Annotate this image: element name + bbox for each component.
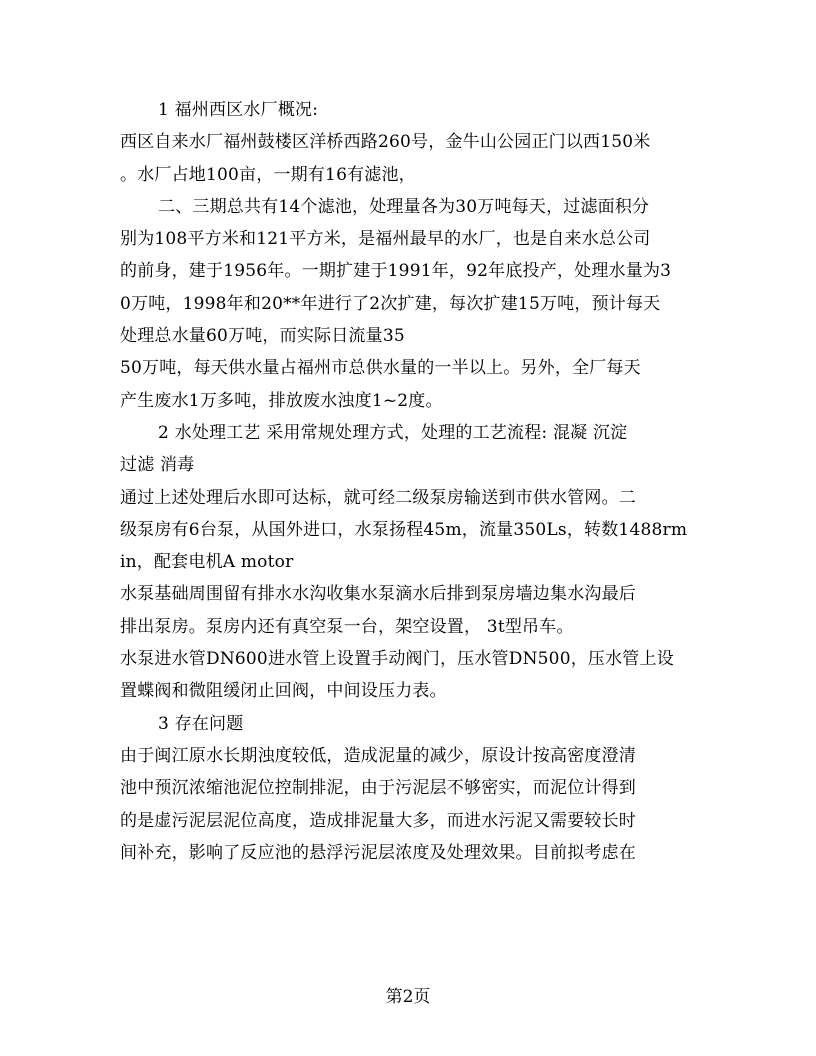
page-number: 第2页	[385, 987, 431, 1007]
paragraph-line: 处理总水量60万吨，而实际日流量35	[120, 326, 405, 347]
paragraph-line: 二、三期总共有14个滤池，处理量各为30万吨每天，过滤面积分	[158, 196, 650, 217]
paragraph-line: 通过上述处理后水即可达标，就可经二级泵房输送到市供水管网。二	[120, 487, 636, 508]
paragraph-line: 级泵房有6台泵，从国外进口，水泵扬程45m，流量350Ls，转数1488rm	[120, 519, 688, 540]
paragraph-line: 的是虚污泥层泥位高度，造成排泥量大多，而进水污泥又需要较长时	[120, 810, 636, 831]
paragraph-line: 过滤 消毒	[120, 455, 195, 476]
paragraph-line: 池中预沉浓缩池泥位控制排泥，由于污泥层不够密实，而泥位计得到	[120, 778, 636, 799]
paragraph-line: 排出泵房。泵房内还有真空泵一台，架空设置， 3t型吊车。	[120, 616, 574, 637]
paragraph-line: 水泵进水管DN600进水管上设置手动阀门，压水管DN500，压水管上设	[120, 649, 674, 670]
paragraph-line: 间补充，影响了反应池的悬浮污泥层浓度及处理效果。目前拟考虑在	[120, 842, 636, 863]
paragraph-line: in，配套电机A motor	[120, 552, 294, 573]
paragraph-line: 的前身，建于1956年。一期扩建于1991年，92年底投产，处理水量为3	[120, 261, 672, 282]
section-heading-3: 3 存在问题	[158, 713, 244, 734]
paragraph-line: 50万吨，每天供水量占福州市总供水量的一半以上。另外，全厂每天	[120, 358, 641, 379]
document-body	[120, 94, 694, 869]
paragraph-line: 置蝶阀和微阻缓闭止回阀，中间设压力表。	[120, 681, 447, 702]
paragraph-line: 产生废水1万多吨，排放废水浊度1~2度。	[120, 390, 443, 411]
paragraph-line: 水泵基础周围留有排水水沟收集水泵滴水后排到泵房墙边集水沟最后	[120, 584, 636, 605]
paragraph-line: 。水厂占地100亩，一期有16有滤池，	[120, 164, 416, 185]
section-heading-1: 1 福州西区水厂概况:	[158, 100, 319, 120]
paragraph-line: 西区自来水厂福州鼓楼区洋桥西路260号，金牛山公园正门以西150米	[120, 132, 651, 153]
paragraph-line: 0万吨，1998年和20**年进行了2次扩建，每次扩建15万吨，预计每天	[120, 293, 661, 314]
section-heading-2: 2 水处理工艺 采用常规处理方式，处理的工艺流程: 混凝 沉淀	[158, 422, 628, 443]
paragraph-line: 由于闽江原水长期浊度较低，造成泥量的减少，原设计按高密度澄清	[120, 745, 636, 766]
paragraph-line: 别为108平方米和121平方米，是福州最早的水厂，也是自来水总公司	[120, 229, 651, 250]
